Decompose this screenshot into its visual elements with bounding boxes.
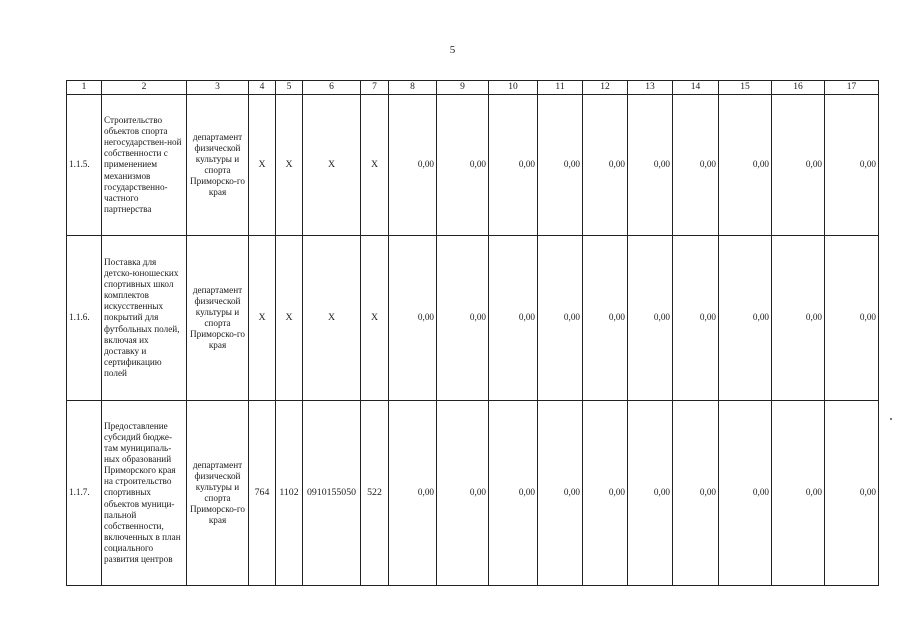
code-cell: X [249, 236, 276, 401]
column-number-row [67, 81, 879, 95]
value-cell: 0,00 [538, 236, 583, 401]
column-header: 6 [303, 81, 361, 95]
column-header: 5 [276, 81, 303, 95]
value-cell: 0,00 [825, 95, 879, 236]
scan-speck [890, 418, 892, 420]
column-header: 3 [187, 81, 249, 95]
code-cell: 522 [361, 401, 389, 586]
value-cell: 0,00 [389, 401, 437, 586]
value-cell: 0,00 [628, 401, 673, 586]
department-cell: департамент физической культуры и спорта Приморско-го края [187, 401, 249, 586]
value-cell: 0,00 [538, 401, 583, 586]
code-cell: X [303, 236, 361, 401]
value-cell: 0,00 [489, 236, 538, 401]
code-cell: X [276, 95, 303, 236]
item-number: 1.1.7. [67, 401, 102, 586]
item-number: 1.1.6. [67, 236, 102, 401]
column-header: 2 [102, 81, 187, 95]
column-header: 17 [825, 81, 879, 95]
value-cell: 0,00 [772, 236, 825, 401]
code-cell: 764 [249, 401, 276, 586]
value-cell: 0,00 [719, 401, 772, 586]
value-cell: 0,00 [437, 401, 489, 586]
column-header: 8 [389, 81, 437, 95]
table-row [67, 236, 879, 401]
item-name: Строительство объектов спорта негосударствен-ной собственности с применением механизмов государственно-частного партнерства [102, 95, 187, 236]
value-cell: 0,00 [583, 236, 628, 401]
column-header: 9 [437, 81, 489, 95]
column-header: 1 [67, 81, 102, 95]
budget-table [66, 80, 879, 586]
department-cell: департамент физической культуры и спорта Приморско-го края [187, 236, 249, 401]
value-cell: 0,00 [628, 95, 673, 236]
value-cell: 0,00 [825, 236, 879, 401]
column-header: 14 [673, 81, 719, 95]
value-cell: 0,00 [389, 95, 437, 236]
value-cell: 0,00 [489, 95, 538, 236]
column-header: 7 [361, 81, 389, 95]
item-number: 1.1.5. [67, 95, 102, 236]
value-cell: 0,00 [583, 401, 628, 586]
value-cell: 0,00 [772, 95, 825, 236]
code-cell: X [249, 95, 276, 236]
column-header: 12 [583, 81, 628, 95]
value-cell: 0,00 [628, 236, 673, 401]
value-cell: 0,00 [489, 401, 538, 586]
value-cell: 0,00 [583, 95, 628, 236]
code-cell: X [361, 95, 389, 236]
department-cell: департамент физической культуры и спорта Приморско-го края [187, 95, 249, 236]
column-header: 15 [719, 81, 772, 95]
value-cell: 0,00 [538, 95, 583, 236]
value-cell: 0,00 [437, 95, 489, 236]
column-header: 4 [249, 81, 276, 95]
column-header: 13 [628, 81, 673, 95]
code-cell: X [276, 236, 303, 401]
code-cell: 0910155050 [303, 401, 361, 586]
table-row [67, 95, 879, 236]
column-header: 16 [772, 81, 825, 95]
code-cell: X [361, 236, 389, 401]
value-cell: 0,00 [673, 401, 719, 586]
value-cell: 0,00 [437, 236, 489, 401]
column-header: 11 [538, 81, 583, 95]
column-header: 10 [489, 81, 538, 95]
page-number: 5 [449, 44, 456, 56]
value-cell: 0,00 [825, 401, 879, 586]
value-cell: 0,00 [719, 95, 772, 236]
value-cell: 0,00 [772, 401, 825, 586]
value-cell: 0,00 [719, 236, 772, 401]
value-cell: 0,00 [389, 236, 437, 401]
code-cell: 1102 [276, 401, 303, 586]
code-cell: X [303, 95, 361, 236]
value-cell: 0,00 [673, 95, 719, 236]
item-name: Поставка для детско-юношеских спортивных школ комплектов искусственных покрытий для футбольных полей, включая их доставку и сертификацию полей [102, 236, 187, 401]
table-row [67, 401, 879, 586]
value-cell: 0,00 [673, 236, 719, 401]
item-name: Предоставление субсидий бюдже-там муниципаль-ных образований Приморского края на строительство спортивных объектов муници-пальной собственности, включенных в план социального развития центров [102, 401, 187, 586]
